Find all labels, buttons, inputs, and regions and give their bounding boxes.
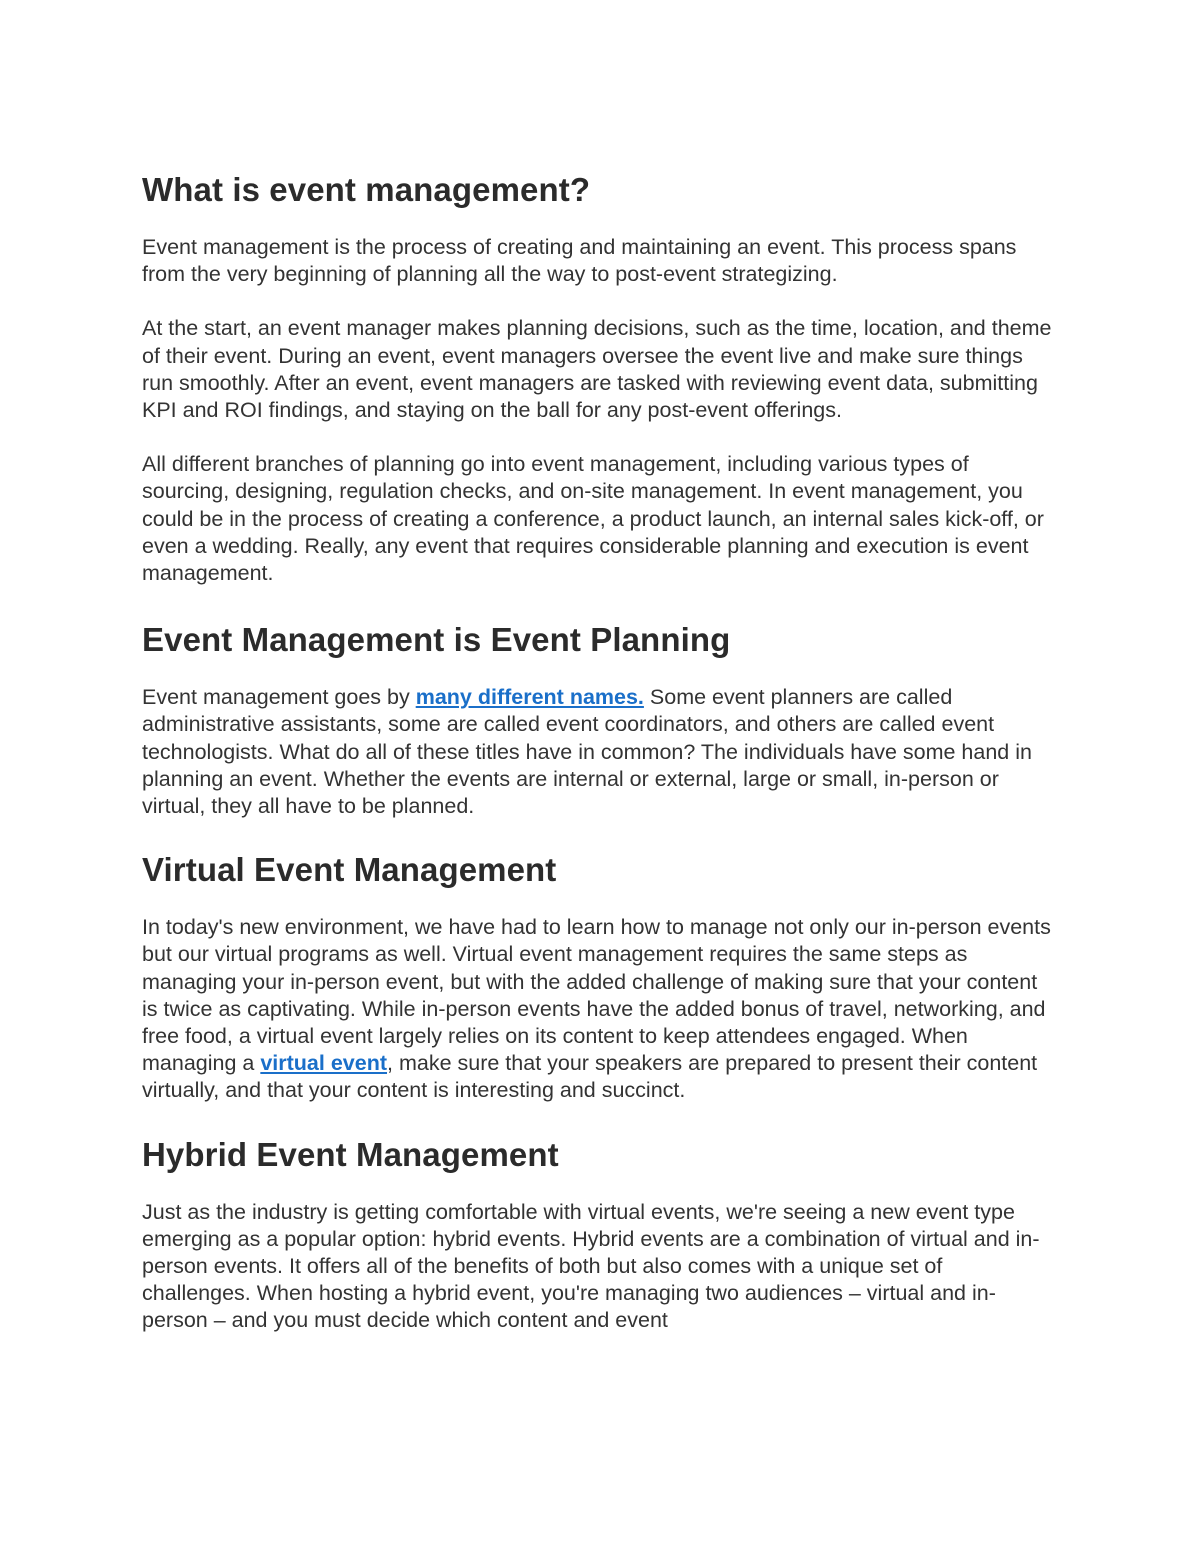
section-heading-hybrid-event-management: Hybrid Event Management: [142, 1135, 559, 1173]
paragraph-planning-branches: All different branches of planning go into event management, including various types of sourcing, designing, regulation checks, and on-site management. In event management, you could be in the process of creating a conference, a product launch, an internal sales kick-off, or even a wedding. Really, any event that requires considerable planning and execution is event management.: [142, 452, 1044, 586]
paragraph-event-manager-tasks: At the start, an event manager makes planning decisions, such as the time, location, and theme of their event. During an event, event managers oversee the event live and make sure things run smoothly. After an event, event managers are tasked with reviewing event data, submitting KPI and ROI findings, and staying on the ball for any post-event offerings.: [142, 316, 1052, 423]
paragraph-text-after-link: Some event planners are called administrative assistants, some are called event coordinators, and others are called event technologists. What do all of these titles have in common? The individuals have some hand in planning an event. Whether the events are internal or external, large or small, in-person or virtual, they all have to be planned.: [142, 685, 1032, 819]
document-page: [142, 168, 1057, 1335]
paragraph-text-before-link: Event management goes by: [142, 685, 416, 710]
section-heading-event-planning: Event Management is Event Planning: [142, 621, 731, 659]
virtual-event-link[interactable]: virtual event: [260, 1051, 388, 1076]
paragraph-different-names: [142, 684, 1057, 820]
section-heading-virtual-event-management: Virtual Event Management: [142, 851, 557, 889]
paragraph-definition: Event management is the process of creating and maintaining an event. This process spans from the very beginning of planning all the way to post-event strategizing.: [142, 235, 1017, 287]
paragraph-virtual-events: [142, 914, 1057, 1104]
many-different-names-link[interactable]: many different names.: [415, 685, 644, 710]
paragraph-hybrid-events: Just as the industry is getting comfortable with virtual events, we're seeing a new event type emerging as a popular option: hybrid events. Hybrid events are a combination of virtual and in-person events. It offers all of the benefits of both but also comes with a unique set of challenges. When hosting a hybrid event, you're managing two audiences – virtual and in-person – and you must decide which content and event: [142, 1199, 1040, 1333]
paragraph-text-before-link: In today's new environment, we have had to learn how to manage not only our in-person events but our virtual programs as well. Virtual event management requires the same steps as managing your in-person event, but with the added challenge of making sure that your content is twice as captivating. While in-person events have the added bonus of travel, networking, and free food, a virtual event largely relies on its content to keep attendees engaged. When managing a: [142, 915, 1051, 1076]
paragraph-text-after-link: , make sure that your speakers are prepared to present their content virtually, and that your content is interesting and succinct.: [142, 1051, 1038, 1103]
section-heading-what-is-event-management: What is event management?: [142, 171, 591, 208]
